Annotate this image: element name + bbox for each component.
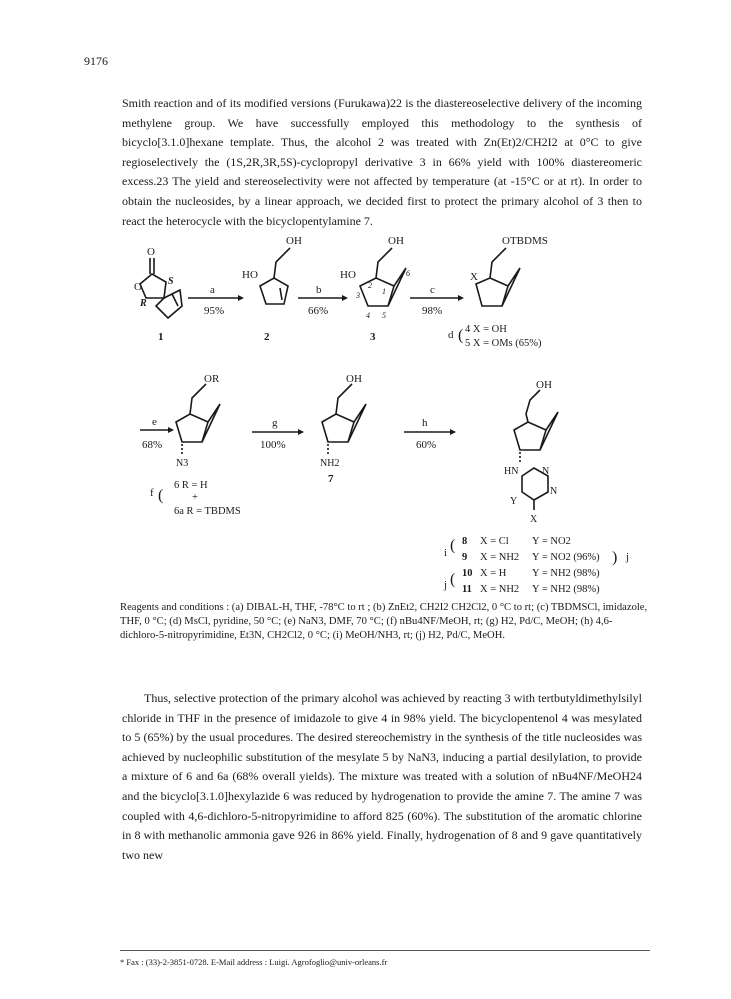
c1-o-top: O: [147, 246, 155, 258]
f-label: f: [150, 487, 154, 499]
f-brace: (: [158, 487, 164, 504]
product-row: [462, 568, 600, 579]
product-x: X = H: [480, 568, 507, 579]
product-x: X = NH2: [480, 552, 520, 563]
product-x: X = Cl: [480, 536, 509, 547]
product-row: [462, 552, 600, 563]
c3-pos-6: 6: [406, 269, 410, 278]
d-brace: (: [458, 327, 464, 344]
c2-oh: OH: [286, 235, 302, 247]
c3-pos-2: 2: [368, 281, 372, 290]
d-label: d: [448, 329, 454, 341]
c6-n3: N3: [176, 458, 189, 469]
c3-pos-1: 1: [382, 287, 386, 296]
c6-or: OR: [204, 373, 220, 385]
arrow-a-letter: a: [210, 284, 215, 296]
scheme-caption: Reagents and conditions : (a) DIBAL-H, THF, -78°C to rt ; (b) ZnEt2, CH2I2 CH2Cl2, 0 °C to rt; (c) TBDMSCl, imidazole, THF, 0 °C; (d) MsCl, pyridine, 50 °C; (e) NaN3, DMF, 70 °C; (f) nBu4NF/MeOH, rt; (g) H2, Pd/C, MeOH; (h) 4,6-dichloro-5-nitropyrimidine, Et3N, CH2Cl2, 0 °C; (i) MeOH/NH3, rt; (j) H2, Pd/C, MeOH.: [120, 602, 648, 641]
paragraph-2: Thus, selective protection of the primary alcohol was achieved by reacting 3 with tertbutyldimethylsilyl chloride in THF in the presence of imidazole to give 4 in 98% yield. The bicyclopentenol 4 was mesylated to 5 (65%) by the usual procedures. The desired stereochemistry in the synthesis of the title nucleosides was achieved by nucleophilic substitution of the mesylate 5 by NaN3, inducing a partial desilylation, to provide a mixture of 6 and 6a (68% overall yields). The mixture was treated with a solution of nBu4NF/MeOH24 and the bicyclo[3.1.0]hexylazide 6 was reduced by hydrogenation to provide the amine 7. The amine 7 was coupled with 4,6-dichloro-5-nitropyrimidine to afford 825 (60%). The substitution of the aromatic chlorine in 8 with methanolic ammonia gave 926 in 86% yield. Finally, hydrogenation of 8 and 9 gave quantitatively two new: [122, 691, 642, 862]
c3-number: 3: [370, 331, 376, 343]
product-y: Y = NO2 (96%): [532, 552, 600, 563]
reaction-scheme: [120, 226, 640, 601]
arrow-g-yield: 100%: [260, 439, 286, 451]
c3-oh: OH: [388, 235, 404, 247]
c7-number: 7: [328, 473, 334, 485]
c8-y: Y: [510, 496, 518, 507]
c3-pos-5: 5: [382, 311, 386, 320]
product-row: [462, 584, 600, 595]
c8-n1: N: [542, 466, 550, 477]
c2-number: 2: [264, 331, 270, 343]
product-num: 11: [462, 584, 472, 595]
footnote-divider: [120, 950, 650, 951]
c1-number: 1: [158, 331, 164, 343]
compound-6: 6 R = H: [174, 480, 208, 491]
arrow-a-yield: 95%: [204, 305, 225, 317]
j-brace-left: (: [450, 571, 456, 588]
product-y: Y = NH2 (98%): [532, 584, 600, 595]
j-label-right: j: [626, 551, 630, 563]
c3-pos-3: 3: [356, 291, 360, 300]
arrow-h-yield: 60%: [416, 439, 437, 451]
product-x: X = NH2: [480, 584, 520, 595]
product-num: 9: [462, 552, 468, 563]
arrow-e-yield: 68%: [142, 439, 163, 451]
c7-nh2: NH2: [320, 458, 340, 469]
c8-x: X: [530, 514, 538, 525]
c1-o-ring: O: [134, 281, 142, 293]
product-y: Y = NH2 (98%): [532, 568, 600, 579]
c7-oh: OH: [346, 373, 362, 385]
product-num: 10: [462, 568, 473, 579]
arrow-b-letter: b: [316, 284, 322, 296]
compound-plus: +: [192, 492, 198, 503]
compound-4: 4 X = OH: [465, 324, 507, 335]
c3-ho: HO: [340, 269, 356, 281]
compound-6a: 6a R = TBDMS: [174, 506, 241, 517]
i-label: i: [444, 547, 448, 559]
compound-5: 5 X = OMs (65%): [465, 338, 542, 349]
footnote: * Fax : (33)-2-3851-0728. E-Mail address : Luigi. Agrofoglio@univ-orleans.fr: [120, 957, 388, 967]
page-number: 9176: [84, 54, 108, 68]
c8-hn: HN: [504, 466, 519, 477]
arrow-c-letter: c: [430, 284, 435, 296]
c1-s: S: [168, 276, 174, 287]
product-y: Y = NO2: [532, 536, 571, 547]
product-row: [462, 536, 571, 547]
arrow-g-letter: g: [272, 417, 278, 429]
product-num: 8: [462, 536, 468, 547]
c8-oh: OH: [536, 379, 552, 391]
arrow-c-yield: 98%: [422, 305, 443, 317]
i-brace: (: [450, 537, 456, 554]
c4-x: X: [470, 271, 478, 283]
j-brace-right: ): [612, 549, 618, 566]
c3-pos-4: 4: [366, 311, 370, 320]
c8-n2: N: [550, 486, 558, 497]
arrow-b-yield: 66%: [308, 305, 329, 317]
j-label-left: j: [444, 579, 448, 591]
paragraph-1: Smith reaction and of its modified versions (Furukawa)22 is the diastereoselective delivery of the incoming methylene group. We have successfully employed this methodology to the synthesis of bicyclo[3.1.0]hexane template. Thus, the alcohol 2 was treated with Zn(Et)2/CH2I2 at 0°C to give regioselectively the (1S,2R,3R,5S)-cyclopropyl derivative 3 in 66% yield with 100% diastereomeric excess.23 The yield and stereoselectivity were not affected by temperature (at -15°C or at rt). In order to obtain the nucleosides, by a linear approach, we decided first to protect the primary alcohol of 3 then to react the heterocycle with the bicyclopentylamine 7.: [122, 96, 642, 228]
c1-r: R: [140, 298, 147, 309]
c4-otbdms: OTBDMS: [502, 235, 548, 247]
arrow-h-letter: h: [422, 417, 428, 429]
arrow-e-letter: e: [152, 416, 157, 428]
c2-ho: HO: [242, 269, 258, 281]
